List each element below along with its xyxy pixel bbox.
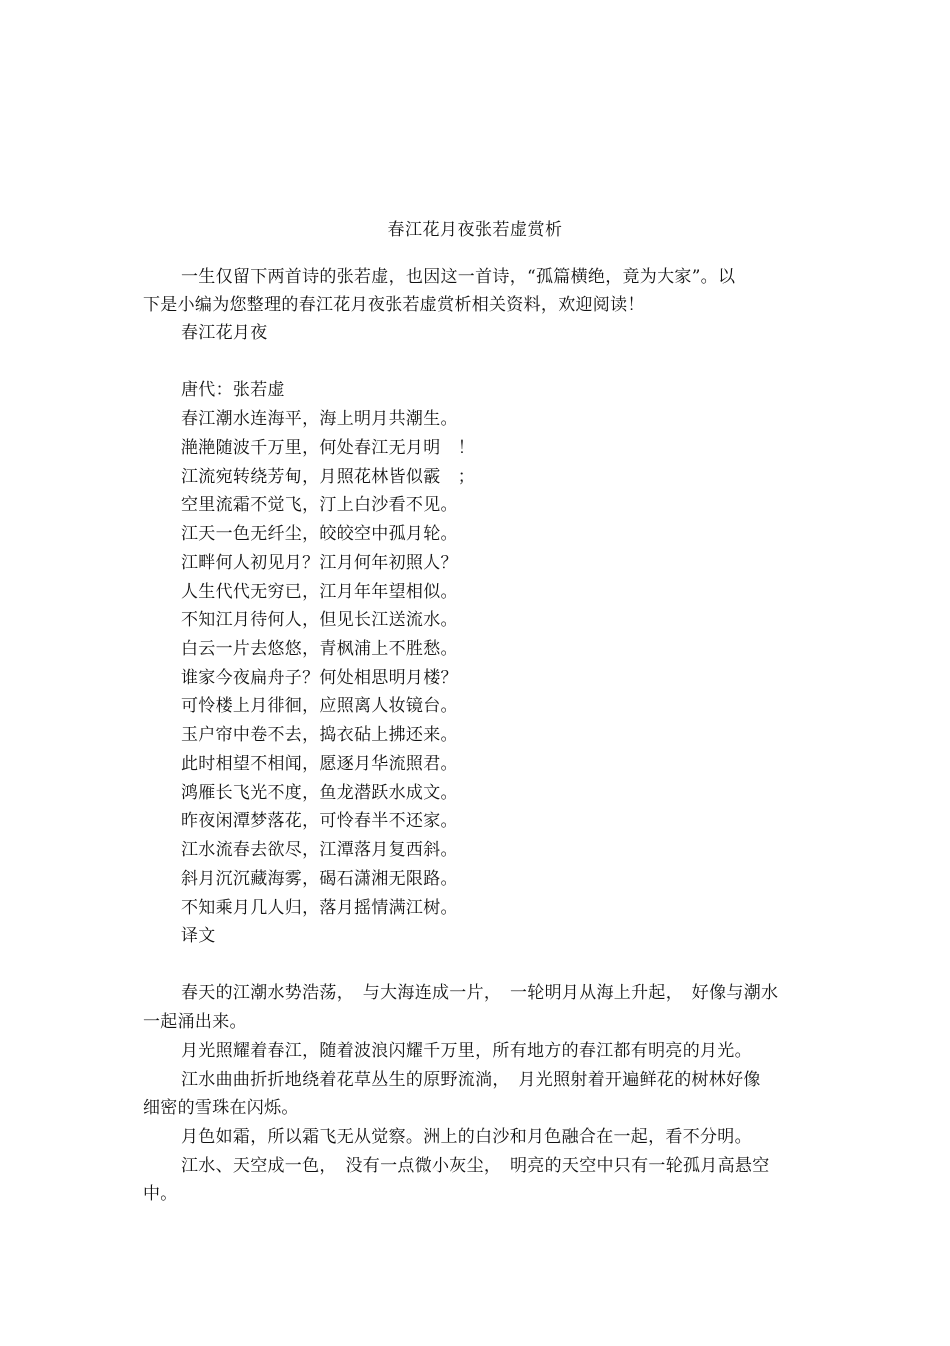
poem-line: 江天一色无纤尘，皎皎空中孤月轮。 [181, 524, 458, 544]
poem-line: 昨夜闲潭梦落花，可怜春半不还家。 [181, 811, 458, 831]
poem-line: 鸿雁长飞光不度，鱼龙潜跃水成文。 [181, 783, 458, 803]
poem-line: 人生代代无穷已，江月年年望相似。 [181, 582, 458, 602]
poem-line: 白云一片去悠悠，青枫浦上不胜愁。 [181, 639, 458, 659]
translation-p4-line-1: 月色如霜，所以霜飞无从觉察。洲上的白沙和月色融合在一起，看不分明。 [181, 1127, 752, 1147]
poem-line: 可怜楼上月徘徊，应照离人妆镜台。 [181, 696, 458, 716]
poem-line: 玉户帘中卷不去，捣衣砧上拂还来。 [181, 725, 458, 745]
translation-p1-line-1: 春天的江潮水势浩荡， 与大海连成一片， 一轮明月从海上升起， 好像与潮水 [181, 983, 779, 1003]
intro-line-1: 一生仅留下两首诗的张若虚，也因这一首诗，“孤篇横绝，竟为大家”。以 [181, 267, 736, 287]
document-title: 春江花月夜张若虚赏析 [387, 220, 563, 240]
intro-line-2: 下是小编为您整理的春江花月夜张若虚赏析相关资料，欢迎阅读！ [143, 295, 645, 315]
poem-line: 江流宛转绕芳甸，月照花林皆似霰 ； [181, 467, 476, 487]
translation-heading: 译文 [181, 926, 216, 946]
translation-p1-line-2: 一起涌出来。 [143, 1012, 247, 1032]
poem-line: 空里流霜不觉飞，汀上白沙看不见。 [181, 495, 458, 515]
poem-line: 谁家今夜扁舟子？何处相思明月楼？ [181, 668, 458, 688]
poem-line: 春江潮水连海平，海上明月共潮生。 [181, 409, 458, 429]
translation-p3-line-1: 江水曲曲折折地绕着花草丛生的原野流淌， 月光照射着开遍鲜花的树林好像 [181, 1070, 761, 1090]
poem-line: 不知乘月几人归，落月摇情满江树。 [181, 898, 458, 918]
poem-line: 滟滟随波千万里，何处春江无月明 ！ [181, 438, 476, 458]
translation-p5-line-2: 中。 [143, 1184, 178, 1204]
translation-p5-line-1: 江水、天空成一色， 没有一点微小灰尘， 明亮的天空中只有一轮孤月高悬空 [181, 1156, 770, 1176]
dynasty-author: 唐代：张若虚 [181, 380, 285, 400]
translation-p2-line-1: 月光照耀着春江，随着波浪闪耀千万里，所有地方的春江都有明亮的月光。 [181, 1041, 752, 1061]
poem-line: 斜月沉沉藏海雾，碣石潇湘无限路。 [181, 869, 458, 889]
poem-line: 不知江月待何人，但见长江送流水。 [181, 610, 458, 630]
translation-p3-line-2: 细密的雪珠在闪烁。 [143, 1098, 299, 1118]
poem-line: 江畔何人初见月？江月何年初照人？ [181, 553, 458, 573]
poem-heading: 春江花月夜 [181, 323, 268, 343]
poem-line: 此时相望不相闻，愿逐月华流照君。 [181, 754, 458, 774]
poem-line: 江水流春去欲尽，江潭落月复西斜。 [181, 840, 458, 860]
